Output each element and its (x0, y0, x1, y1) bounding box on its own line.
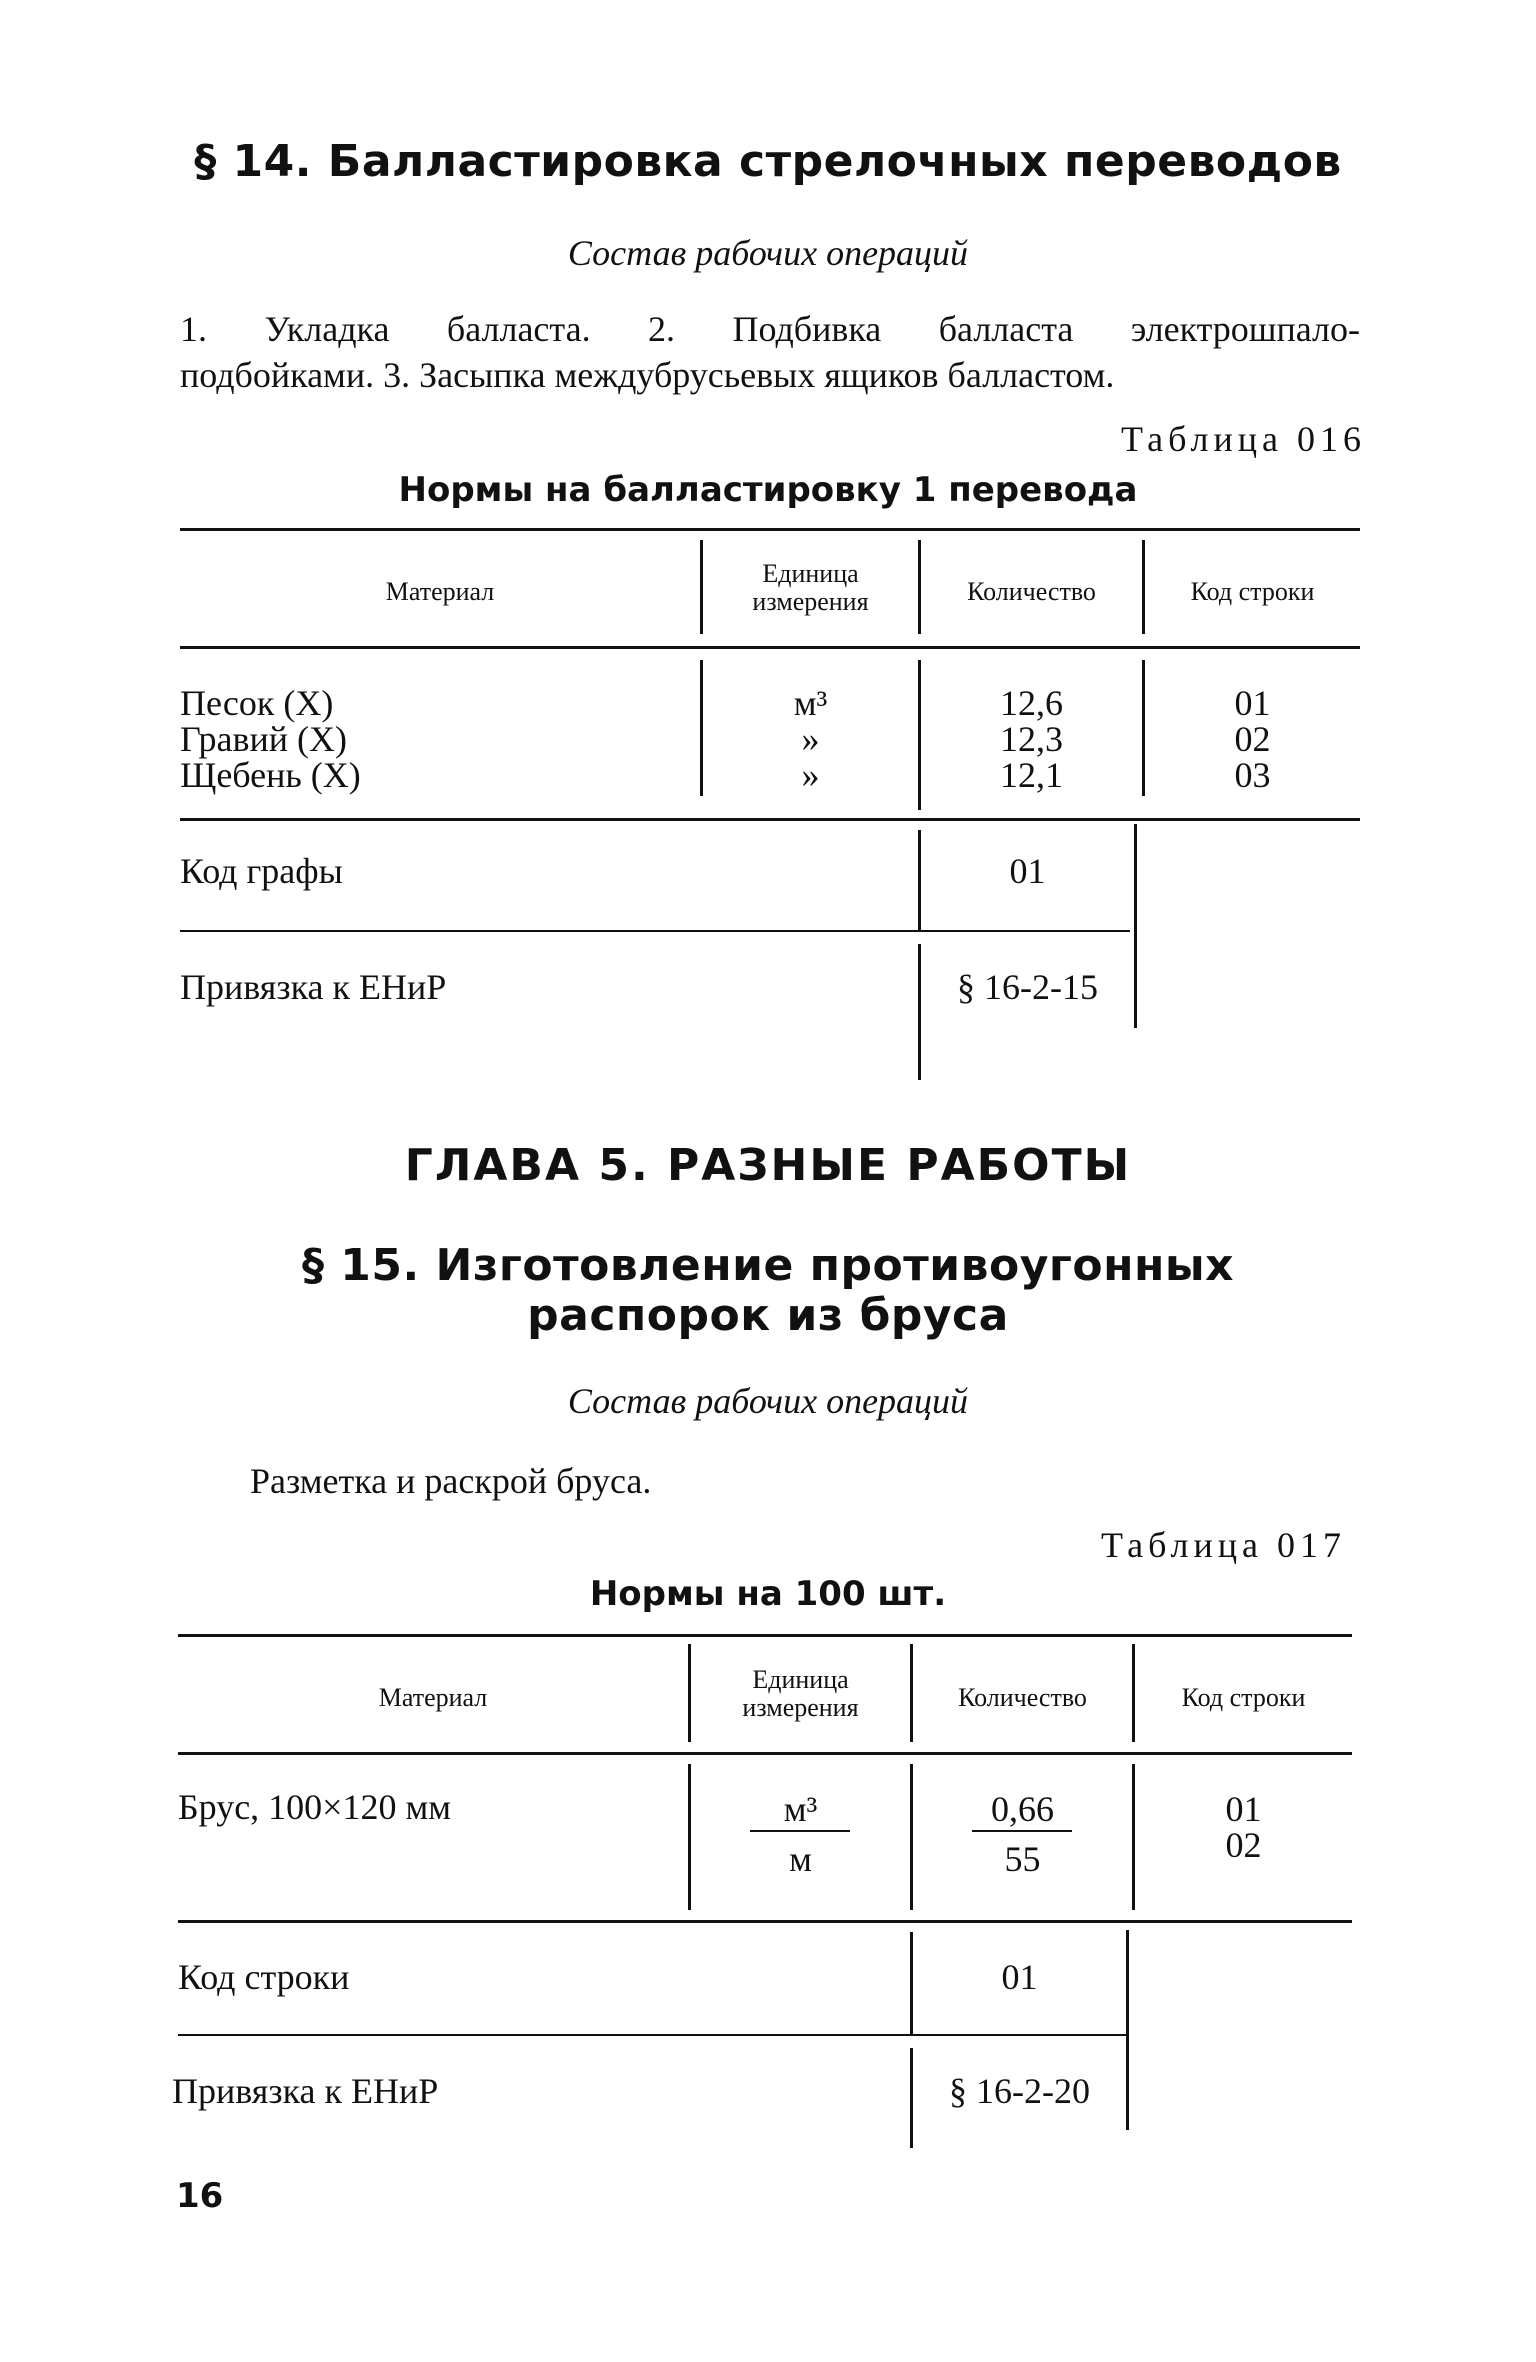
section-14-text-line2: подбойками. 3. Засыпка междубрусьевых ящиков балластом. (180, 355, 1115, 395)
table-017-row-quantity-bottom: 55 (1004, 1839, 1041, 1879)
table-017-row-material: Брус, 100×120 мм (178, 1787, 452, 1827)
table-017-header-unit-1: Единица (752, 1665, 849, 1694)
table-017-row-unit-top: м³ (783, 1789, 818, 1829)
table-017-body-rule (178, 1920, 1352, 1923)
table-016-row-1-code: 01 (1234, 683, 1271, 723)
section-14-text-line1: 1. Укладка балласта. 2. Подбивка балласта электрошпало- (180, 309, 1360, 349)
section-15-title-line1: § 15. Изготовление противоугонных (301, 1240, 1235, 1291)
chapter-title: ГЛАВА 5. РАЗНЫЕ РАБОТЫ (404, 1140, 1132, 1191)
table-016-column-code-label: Код графы (180, 851, 343, 891)
section-15-title-line2: распорок из бруса (527, 1290, 1009, 1341)
table-016-header-unit-1: Единица (762, 559, 859, 588)
table-017-row-code-value: 01 (1001, 1957, 1038, 1997)
table-017-header-unit-2: измерения (742, 1693, 859, 1722)
table-016-row-2-code: 02 (1234, 719, 1271, 759)
table-016-code-rule (180, 930, 1130, 932)
table-016-column-code-value: 01 (1009, 851, 1046, 891)
table-017-title: Нормы на 100 шт. (589, 1574, 947, 1614)
table-016-row-2-quantity: 12,3 (1000, 719, 1063, 759)
table-016-row-2-material: Гравий (X) (180, 719, 348, 759)
table-017-header-rule (178, 1752, 1352, 1755)
table-017-divider (688, 1764, 691, 1910)
table-017-ref-value: § 16-2-20 (949, 2071, 1090, 2111)
table-017-header-material: Материал (378, 1683, 488, 1712)
table-017-quantity-fraction-bar (972, 1830, 1072, 1832)
table-016-top-rule (180, 528, 1360, 531)
table-016-ref-label: Привязка к ЕНиР (180, 967, 447, 1007)
table-017-row-quantity-top: 0,66 (991, 1789, 1054, 1829)
table-016-row-1-material: Песок (X) (180, 683, 334, 723)
table-017-row-code-bottom: 02 (1225, 1825, 1262, 1865)
section-15-text: Разметка и раскрой бруса. (250, 1461, 652, 1501)
table-016-row-1-unit: м³ (793, 683, 828, 723)
table-017-header-quantity: Количество (958, 1683, 1087, 1712)
table-016-header-rule (180, 646, 1360, 649)
table-017-row-code-top: 01 (1225, 1789, 1262, 1829)
section-14-subtitle: Состав рабочих операций (567, 233, 969, 273)
table-016-row-3-material: Щебень (X) (180, 755, 361, 795)
table-016-row-3-unit: » (801, 755, 820, 795)
table-017-ref-label: Привязка к ЕНиР (172, 2071, 439, 2111)
section-14-title: § 14. Балластировка стрелочных переводов (194, 136, 1342, 187)
table-016-row-3-code: 03 (1234, 755, 1271, 795)
table-017-unit-fraction-bar (750, 1830, 850, 1832)
table-017-divider (910, 1764, 913, 1910)
table-016-divider (1134, 824, 1137, 1028)
table-016-header-quantity: Количество (967, 577, 1096, 606)
table-017-divider (1126, 1930, 1129, 2130)
table-016-header-code: Код строки (1190, 577, 1315, 606)
page-number: 16 (176, 2176, 224, 2216)
table-016-ref-value: § 16-2-15 (957, 967, 1098, 1007)
table-016-body-rule (180, 818, 1360, 821)
table-016-row-2-unit: » (801, 719, 820, 759)
table-016-row-1-quantity: 12,6 (1000, 683, 1063, 723)
section-15-subtitle: Состав рабочих операций (567, 1381, 969, 1421)
table-016-title: Нормы на балластировку 1 перевода (398, 470, 1138, 510)
table-016-label: Таблица 016 (1121, 419, 1366, 459)
table-016-row-3-quantity: 12,1 (1000, 755, 1063, 795)
table-017-code-rule (178, 2034, 1126, 2036)
table-017-header-code: Код строки (1181, 1683, 1306, 1712)
table-017-row-unit-bottom: м (789, 1839, 812, 1879)
table-016-header-unit-2: измерения (752, 587, 869, 616)
table-016-header-material: Материал (385, 577, 495, 606)
table-017-top-rule (178, 1634, 1352, 1637)
table-017-row-code-label: Код строки (178, 1957, 350, 1997)
table-016-divider (918, 944, 921, 1080)
table-017-label: Таблица 017 (1101, 1525, 1346, 1565)
